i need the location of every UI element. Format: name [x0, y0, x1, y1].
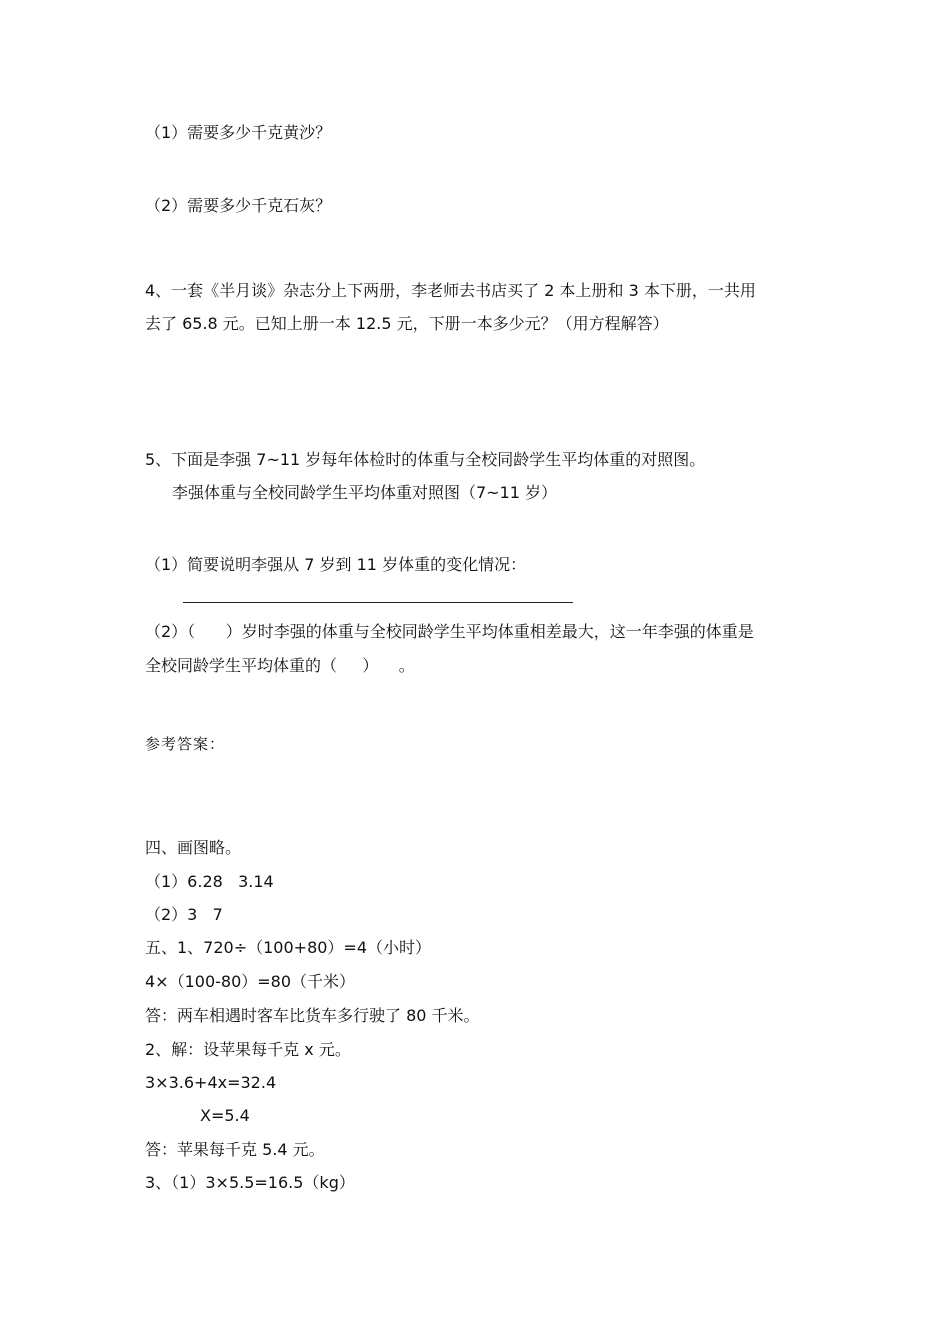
q4-line1: 4、一套《半月谈》杂志分上下两册，李老师去书店买了 2 本上册和 3 本下册，一共用 — [145, 281, 756, 300]
q3-sub2: （2）需要多少千克石灰？ — [145, 196, 332, 215]
q5-sub2-line1: （2）（ ）岁时李强的体重与全校同龄学生平均体重相差最大，这一年李强的体重是 — [145, 622, 754, 641]
q5-chart-title: 李强体重与全校同龄学生平均体重对照图（7~11 岁） — [172, 483, 558, 502]
q5-intro: 5、下面是李强 7~11 岁每年体检时的体重与全校同龄学生平均体重的对照图。 — [145, 450, 706, 469]
answer-blank-line — [183, 602, 573, 603]
answer-line: 3、（1）3×5.5=16.5（kg） — [145, 1173, 355, 1192]
answers-heading: 参考答案： — [145, 735, 226, 753]
answer-line: 答：苹果每千克 5.4 元。 — [145, 1140, 325, 1159]
answer-line: 四、画图略。 — [145, 838, 242, 857]
answer-line: 答：两车相遇时客车比货车多行驶了 80 千米。 — [145, 1006, 480, 1025]
answer-line: （1）6.28 3.14 — [145, 872, 274, 891]
answer-line: 3×3.6+4x=32.4 — [145, 1073, 277, 1092]
answer-line: 五、1、720÷（100+80）=4（小时） — [145, 938, 432, 957]
answer-line: X=5.4 — [200, 1106, 250, 1125]
answer-line: 4×（100-80）=80（千米） — [145, 972, 356, 991]
q4-line2: 去了 65.8 元。已知上册一本 12.5 元，下册一本多少元？（用方程解答） — [145, 314, 669, 333]
q5-sub1: （1）简要说明李强从 7 岁到 11 岁体重的变化情况： — [145, 555, 527, 574]
answer-line: （2）3 7 — [145, 905, 223, 924]
q5-sub2-line2: 全校同龄学生平均体重的（ ） 。 — [145, 656, 415, 675]
answer-line: 2、解：设苹果每千克 x 元。 — [145, 1040, 351, 1059]
q3-sub1: （1）需要多少千克黄沙？ — [145, 123, 332, 142]
